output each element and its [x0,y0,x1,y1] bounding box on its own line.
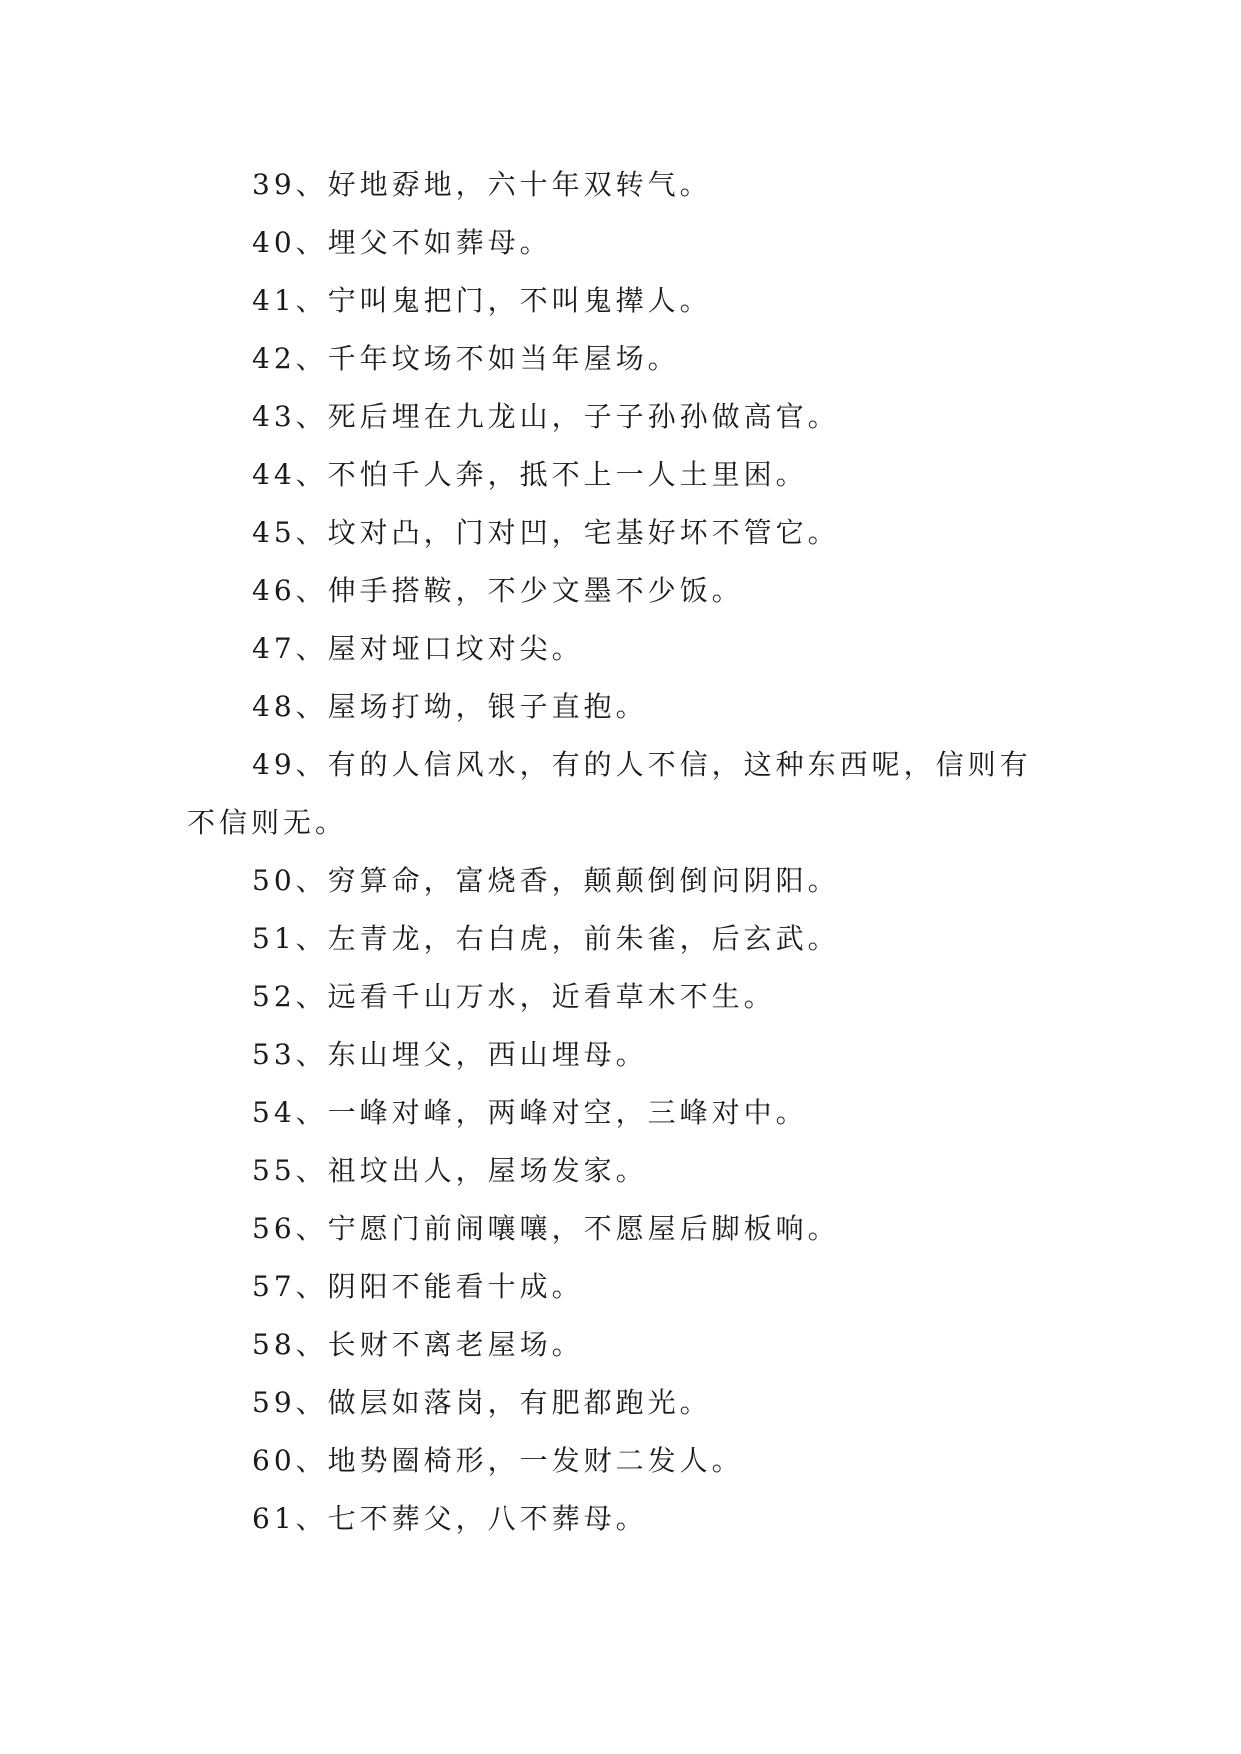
list-item: 43、死后埋在九龙山，子子孙孙做高官。 [252,400,840,433]
list-item: 59、做层如落岗，有肥都跑光。 [252,1386,712,1419]
list-item: 44、不怕千人奔，抵不上一人土里困。 [252,458,808,491]
list-item: 45、坟对凸，门对凹，宅基好坏不管它。 [252,516,840,549]
list-item: 51、左青龙，右白虎，前朱雀，后玄武。 [252,922,840,955]
list-item: 57、阴阳不能看十成。 [252,1270,584,1303]
list-item: 54、一峰对峰，两峰对空，三峰对中。 [252,1096,808,1129]
list-item: 58、长财不离老屋场。 [252,1328,584,1361]
list-item: 47、屋对垭口坟对尖。 [252,632,584,665]
list-item: 46、伸手搭鞍，不少文墨不少饭。 [252,574,744,607]
list-item: 39、好地孬地，六十年双转气。 [252,168,712,201]
list-item: 50、穷算命，富烧香，颠颠倒倒问阴阳。 [252,864,840,897]
list-item: 55、祖坟出人，屋场发家。 [252,1154,648,1187]
list-item: 61、七不葬父，八不葬母。 [252,1502,648,1535]
list-item: 40、埋父不如葬母。 [252,226,552,259]
list-item: 48、屋场打坳，银子直抱。 [252,690,648,723]
list-item: 52、远看千山万水，近看草木不生。 [252,980,776,1013]
list-item: 56、宁愿门前闹嚷嚷，不愿屋后脚板响。 [252,1212,840,1245]
list-item-continuation: 不信则无。 [187,806,348,839]
list-item: 60、地势圈椅形，一发财二发人。 [252,1444,744,1477]
list-item: 42、千年坟场不如当年屋场。 [252,342,680,375]
list-item: 53、东山埋父，西山埋母。 [252,1038,648,1071]
list-item: 49、有的人信风水，有的人不信，这种东西呢，信则有 [252,748,1032,781]
list-item: 41、宁叫鬼把门，不叫鬼撵人。 [252,284,712,317]
proverb-list [187,156,1057,1548]
